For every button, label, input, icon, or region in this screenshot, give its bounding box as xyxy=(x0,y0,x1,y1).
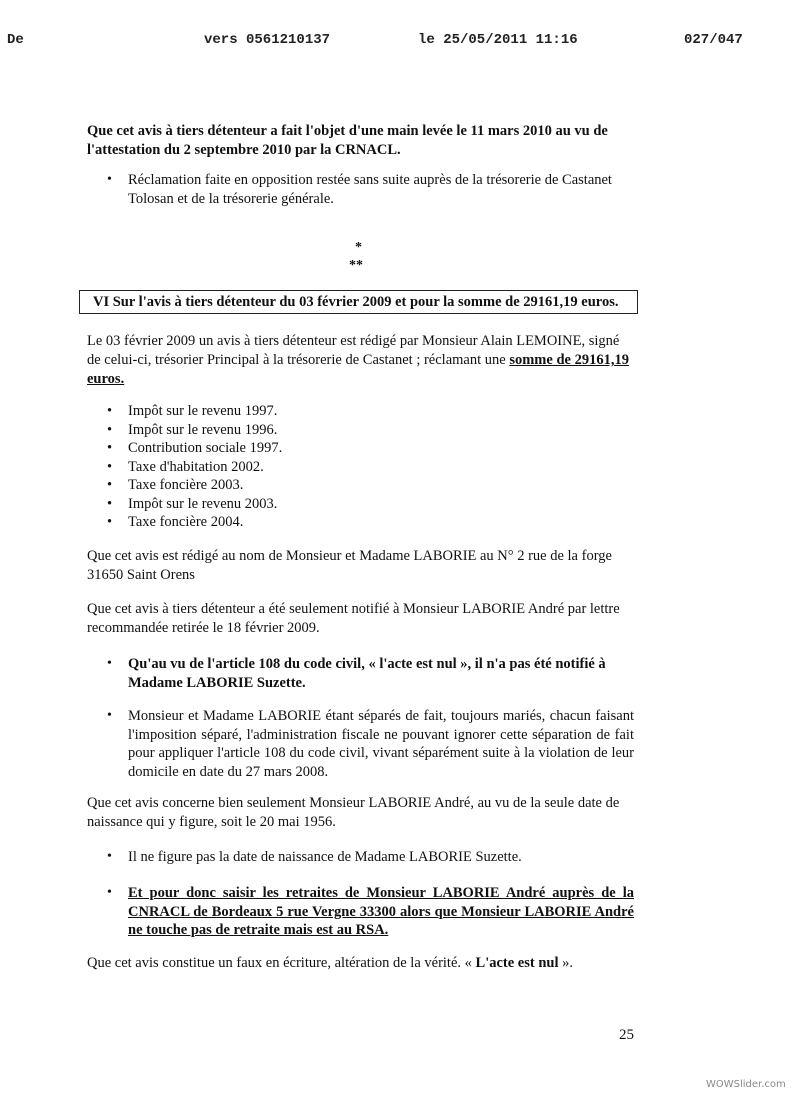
bullet-icon: • xyxy=(107,477,113,493)
amount-highlight: somme de 29161,19 euros. xyxy=(87,352,629,387)
tax-list xyxy=(107,402,282,532)
tax-list-item xyxy=(107,439,282,458)
bullet-icon: • xyxy=(107,172,112,187)
bullet-icon: • xyxy=(107,885,112,900)
watermark: WOWSlider.com xyxy=(706,1079,786,1090)
section-title: VI Sur l'avis à tiers détenteur du 03 février 2009 et pour la somme de 29161,19 euros. xyxy=(93,294,619,310)
bullet-article-108: Qu'au vu de l'article 108 du code civil, « l'acte est nul », il n'a pas été notifié à Madame LABORIE Suzette. xyxy=(128,656,606,691)
intro-bold-paragraph: Que cet avis à tiers détenteur a fait l'objet d'une main levée le 11 mars 2010 au vu de l'attestation du 2 septembre 2010 par la CRNACL. xyxy=(87,123,608,158)
birthdate-paragraph: Que cet avis concerne bien seulement Monsieur LABORIE André, au vu de la seule date de naissance qui y figure, soit le 20 mai 1956. xyxy=(87,795,620,830)
bullet-icon: • xyxy=(107,403,113,419)
conclusion-paragraph xyxy=(87,954,635,973)
fax-datetime: le 25/05/2011 11:16 xyxy=(418,32,578,48)
bullet-icon: • xyxy=(107,440,113,456)
bullet-icon: • xyxy=(107,708,112,723)
tax-list-item xyxy=(107,421,282,440)
tax-list-item xyxy=(107,513,282,532)
fax-sender: De xyxy=(7,32,24,48)
bullet-icon: • xyxy=(107,849,112,864)
tax-list-label: Contribution sociale 1997. xyxy=(128,440,283,456)
tax-list-item xyxy=(107,495,282,514)
tax-list-item xyxy=(107,402,282,421)
page-number: 25 xyxy=(619,1027,634,1043)
separator-stars: ** xyxy=(349,258,363,273)
intro-bullet: Réclamation faite en opposition restée sans suite auprès de la trésorerie de Castanet Tolosan et de la trésorerie générale. xyxy=(128,172,612,207)
bullet-icon: • xyxy=(107,458,113,475)
tax-list-label: Taxe foncière 2003. xyxy=(128,477,244,493)
tax-list-label: Impôt sur le revenu 1996. xyxy=(128,421,278,438)
section-paragraph xyxy=(87,332,635,389)
address-paragraph: Que cet avis est rédigé au nom de Monsieur et Madame LABORIE au N° 2 rue de la forge 31650 Saint Orens xyxy=(87,548,612,583)
notification-paragraph: Que cet avis à tiers détenteur a été seulement notifié à Monsieur LABORIE André par lettre recommandée retirée le 18 février 2009. xyxy=(87,601,620,636)
section-paragraph-text: Le 03 février 2009 un avis à tiers détenteur est rédigé par Monsieur Alain LEMOINE, signé de celui-ci, trésorier Principal à la trésorerie de Castanet ; réclamant une xyxy=(87,333,620,368)
bullet-icon: • xyxy=(107,656,112,671)
bullet-separated: Monsieur et Madame LABORIE étant séparés de fait, toujours mariés, chacun faisant l'imposition séparé, l'administration fiscale ne pouvant ignorer cette séparation de fait pour appliquer l'article 108 du code civil, vivant séparément suite à la violation de leur domicile en date du 27 mars 2008. xyxy=(128,708,634,780)
conclusion-end: ». xyxy=(558,955,573,971)
fax-recipient: vers 0561210137 xyxy=(204,32,331,48)
conclusion-bold: L'acte est nul xyxy=(475,955,559,971)
conclusion-text: Que cet avis constitue un faux en écriture, altération de la vérité. « xyxy=(87,955,476,971)
bullet-cnracl: Et pour donc saisir les retraites de Monsieur LABORIE André auprès de la CNRACL de Bordeaux 5 rue Vergne 33300 alors que Monsieur LABORIE André ne touche pas de retraite mais est au RSA. xyxy=(128,885,634,938)
tax-list-label: Impôt sur le revenu 2003. xyxy=(128,495,278,512)
bullet-no-birthdate: Il ne figure pas la date de naissance de Madame LABORIE Suzette. xyxy=(128,849,522,865)
bullet-icon: • xyxy=(107,421,113,438)
tax-list-label: Taxe foncière 2004. xyxy=(128,514,244,530)
bullet-icon: • xyxy=(107,495,113,512)
tax-list-item xyxy=(107,476,282,495)
tax-list-item xyxy=(107,458,282,477)
separator-star: * xyxy=(355,240,362,255)
bullet-icon: • xyxy=(107,514,113,530)
tax-list-label: Impôt sur le revenu 1997. xyxy=(128,403,278,419)
fax-page-count: 027/047 xyxy=(684,32,743,48)
tax-list-label: Taxe d'habitation 2002. xyxy=(128,458,264,475)
